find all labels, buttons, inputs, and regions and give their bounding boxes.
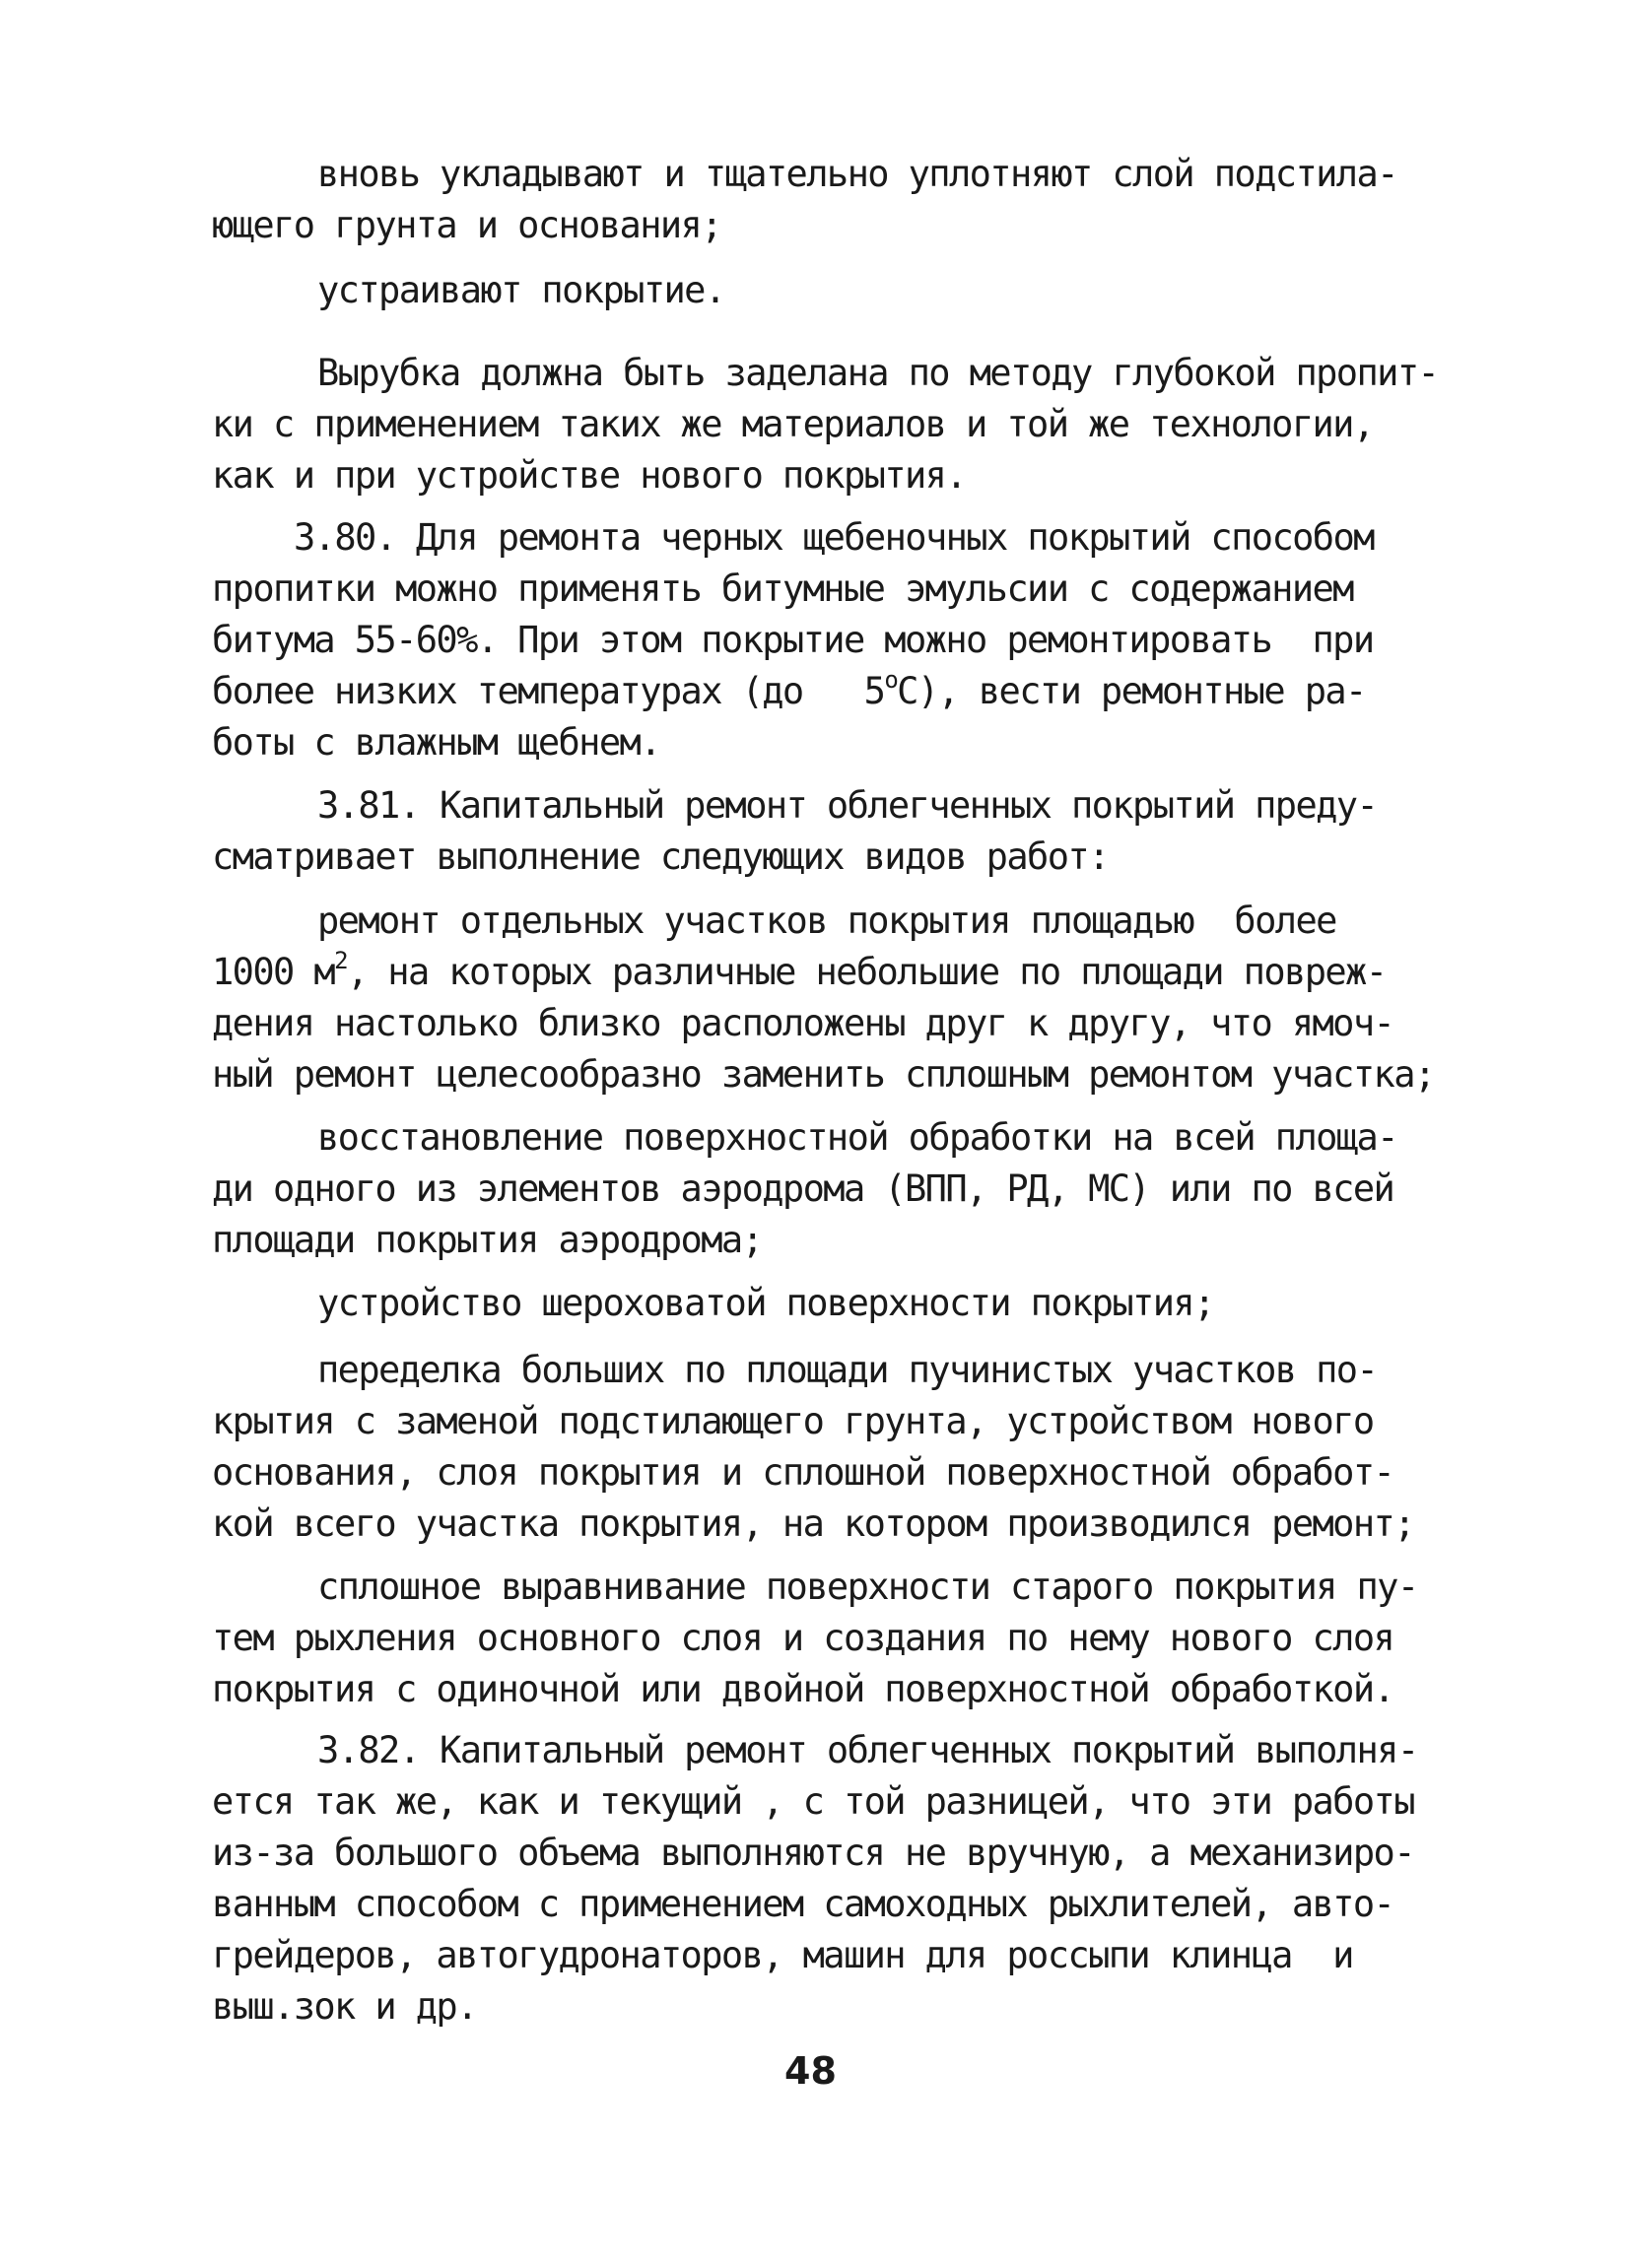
text-line: грейдеров, автогудронаторов, машин для россыпи клинца и [212,1934,1353,1976]
text-line: ди одного из элементов аэродрома (ВПП, РД, МС) или по всей [212,1167,1394,1210]
text-line: Вырубка должна быть заделана по методу глубокой пропит- [317,352,1439,394]
page-number: 48 [784,2049,837,2093]
text-line: пропитки можно применять битумные эмульсии с содержанием [212,567,1353,610]
text-line: переделка больших по площади пучинистых участков по- [317,1349,1378,1391]
text-line: битума 55-60%. При этом покрытие можно ремонтировать при [212,619,1374,661]
text-line: площади покрытия аэродрома; [212,1219,763,1261]
text-line: покрытия с одиночной или двойной поверхностной обработкой. [212,1668,1394,1710]
degree-superscript: о [884,666,898,694]
text-line [212,667,1366,716]
text-fragment: более низких температурах (до 5 [212,670,885,712]
text-line: сматривает выполнение следующих видов работ: [212,835,1109,878]
text-line: устраивают покрытие. [317,269,725,311]
text-line [212,948,1386,997]
text-fragment: , на которых различные небольшие по площади повреж- [346,951,1387,993]
text-line: крытия с заменой подстилающего грунта, устройством нового [212,1400,1374,1442]
text-line: ванным способом с применением самоходных рыхлителей, авто- [212,1883,1394,1925]
square-superscript: 2 [334,947,347,974]
text-line: боты с влажным щебнем. [212,721,660,764]
text-line: как и при устройстве нового покрытия. [212,454,967,497]
text-line: основания, слоя покрытия и сплошной поверхностной обработ- [212,1451,1394,1494]
text-line: 3.82. Капитальный ремонт облегченных покрытий выполня- [317,1729,1418,1771]
text-fragment: С), вести ремонтные ра- [897,670,1366,712]
text-line: дения настолько близко расположены друг к другу, что ямоч- [212,1002,1394,1044]
text-line: 3.81. Капитальный ремонт облегченных покрытий преду- [317,784,1378,827]
text-line: тем рыхления основного слоя и создания по нему нового слоя [212,1617,1394,1659]
text-line: 3.80. Для ремонта черных щебеночных покрытий способом [294,516,1374,559]
text-line: вновь укладывают и тщательно уплотняют слой подстила- [317,153,1397,195]
text-line: из-за большого объема выполняются не вручную, а механизиро- [212,1832,1414,1874]
text-line: устройство шероховатой поверхности покрытия; [317,1282,1214,1324]
text-line: ется так же, как и текущий , с той разницей, что эти работы [212,1780,1414,1823]
text-line: сплошное выравнивание поверхности старого покрытия пу- [317,1566,1418,1608]
text-line: кой всего участка покрытия, на котором производился ремонт; [212,1502,1414,1545]
text-line: ный ремонт целесообразно заменить сплошным ремонтом участка; [212,1053,1435,1096]
text-line: выш.зок и др. [212,1985,477,2028]
text-fragment: 1000 м [212,951,335,993]
text-line: ремонт отдельных участков покрытия площадью более [317,900,1336,942]
text-line: восстановление поверхностной обработки на всей площа- [317,1116,1397,1159]
text-line: ющего грунта и основания; [212,204,721,246]
text-line: ки с применением таких же материалов и той же технологии, [212,403,1374,445]
